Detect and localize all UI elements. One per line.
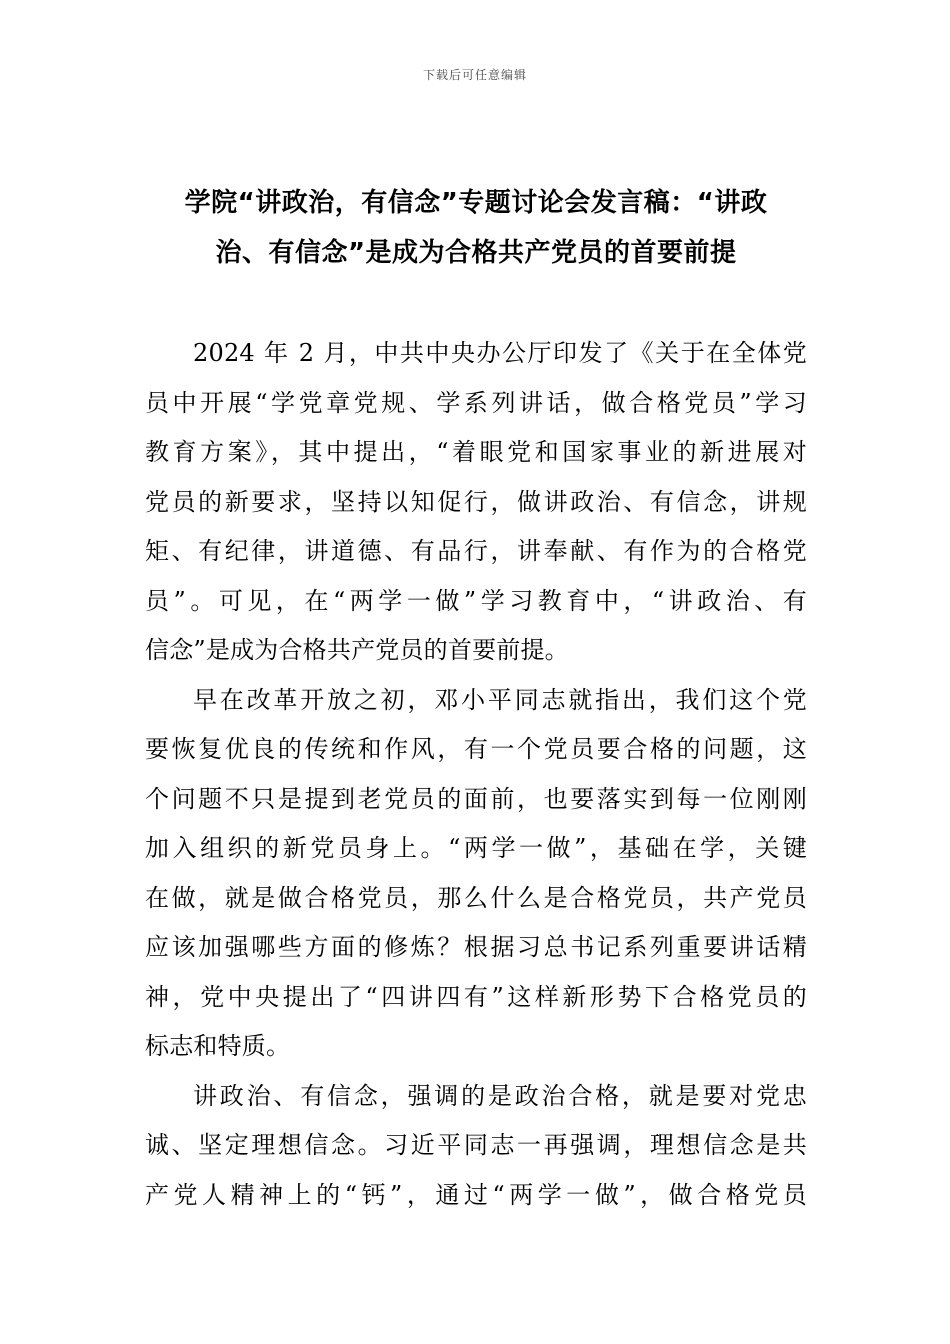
paragraph-1 bbox=[145, 329, 807, 676]
paragraph-line: 在做，就是做合格党员，那么什么是合格党员，共产党员 bbox=[145, 883, 807, 912]
document-body bbox=[145, 329, 807, 1220]
paragraph-line: 标志和特质。 bbox=[145, 1032, 291, 1060]
paragraph-line: 产党人精神上的“钙”，通过“两学一做”，做合格党员 bbox=[145, 1180, 807, 1209]
paragraph-line: 员”。可见，在“两学一做”学习教育中，“讲政治、有 bbox=[145, 586, 807, 615]
paragraph-line: 党员的新要求，坚持以知促行，做讲政治、有信念，讲规 bbox=[145, 487, 807, 516]
header-note: 下载后可任意编辑 bbox=[422, 68, 527, 82]
paragraph-line: 早在改革开放之初，邓小平同志就指出，我们这个党 bbox=[193, 685, 807, 714]
paragraph-line: 教育方案》，其中提出，“着眼党和国家事业的新进展对 bbox=[145, 438, 807, 466]
document-title bbox=[145, 178, 807, 278]
paragraph-line: 2024 年 2 月，中共中央办公厅印发了《关于在全体党 bbox=[193, 339, 807, 367]
paragraph-2 bbox=[145, 676, 807, 1072]
paragraph-3 bbox=[145, 1072, 807, 1221]
paragraph-line: 信念”是成为合格共产党员的首要前提。 bbox=[145, 636, 569, 664]
paragraph-line: 诚、坚定理想信念。习近平同志一再强调，理想信念是共 bbox=[145, 1131, 807, 1159]
paragraph-line: 员中开展“学党章党规、学系列讲话，做合格党员”学习 bbox=[145, 388, 807, 417]
paragraph-line: 个问题不只是提到老党员的面前，也要落实到每一位刚刚 bbox=[145, 784, 807, 813]
title-line-1: 学院“讲政治，有信念”专题讨论会发言稿：“讲政 bbox=[184, 188, 768, 218]
paragraph-line: 加入组织的新党员身上。“两学一做”，基础在学，关键 bbox=[145, 834, 807, 862]
paragraph-line: 讲政治、有信念，强调的是政治合格，就是要对党忠 bbox=[193, 1081, 807, 1110]
title-line-2: 治、有信念”是成为合格共产党员的首要前提 bbox=[215, 238, 737, 268]
paragraph-line: 应该加强哪些方面的修炼？根据习总书记系列重要讲话精 bbox=[145, 933, 807, 961]
paragraph-line: 要恢复优良的传统和作风，有一个党员要合格的问题，这 bbox=[145, 735, 807, 763]
paragraph-line: 神，党中央提出了“四讲四有”这样新形势下合格党员的 bbox=[145, 982, 807, 1011]
paragraph-line: 矩、有纪律，讲道德、有品行，讲奉献、有作为的合格党 bbox=[145, 537, 807, 565]
